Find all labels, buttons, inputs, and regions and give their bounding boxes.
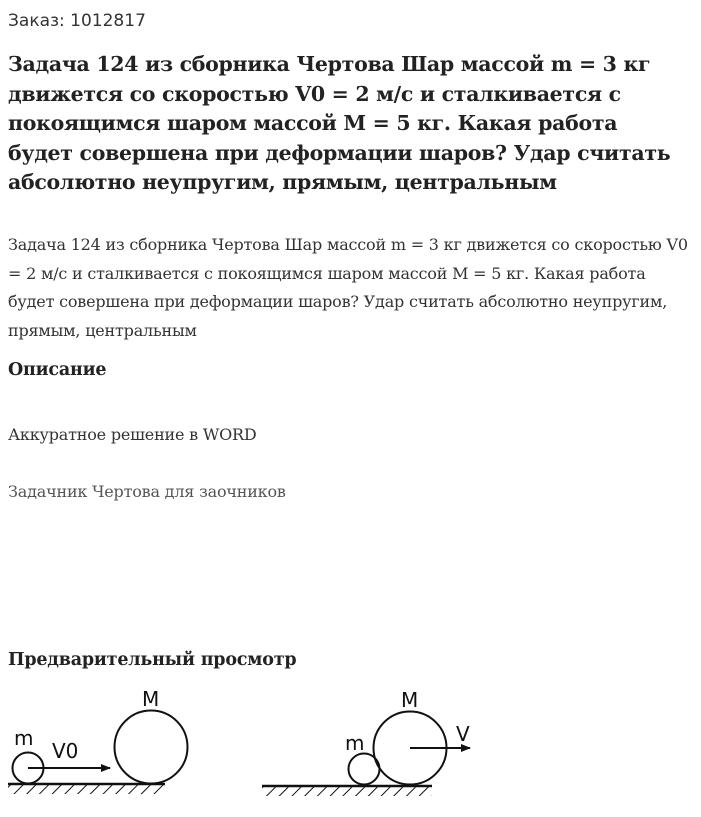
preview-image bbox=[0, 680, 701, 817]
task-text: Задача 124 из сборника Чертова Шар массой m = 3 кг движется со скоростью V0 = 2 м/с и сталкивается с покоящимся шаром массой М = 5 кг. Какая работа будет совершена при деформации шаров? Удар считать абсолютно неупругим, прямым, центральным bbox=[8, 235, 688, 340]
small-mass-label: m bbox=[14, 726, 34, 750]
description-line-word: Аккуратное решение в WORD bbox=[8, 425, 257, 444]
velocity-label: V bbox=[456, 722, 470, 746]
big-mass-label: M bbox=[401, 688, 419, 712]
page-title: Задача 124 из сборника Чертова Шар массой m = 3 кг движется со скоростью V0 = 2 м/с и сталкивается с покоящимся шаром массой М = 5 кг. Какая работа будет совершена при деформации шаров? Удар считать абсолютно неупругим, прямым, центральным bbox=[8, 52, 671, 194]
small-mass-label: m bbox=[345, 731, 365, 755]
big-ball bbox=[115, 711, 188, 784]
figure-after-collision bbox=[262, 688, 470, 796]
preview-heading: Предварительный просмотр bbox=[8, 650, 297, 670]
description-line-source: Задачник Чертова для заочников bbox=[8, 482, 286, 501]
ground-hatching bbox=[8, 785, 165, 794]
figure-before-collision bbox=[8, 687, 188, 794]
velocity-label: V0 bbox=[52, 739, 79, 763]
order-number: Заказ: 1012817 bbox=[8, 11, 146, 31]
ground-hatching bbox=[262, 787, 432, 796]
big-mass-label: M bbox=[142, 687, 160, 711]
description-heading: Описание bbox=[8, 360, 107, 380]
